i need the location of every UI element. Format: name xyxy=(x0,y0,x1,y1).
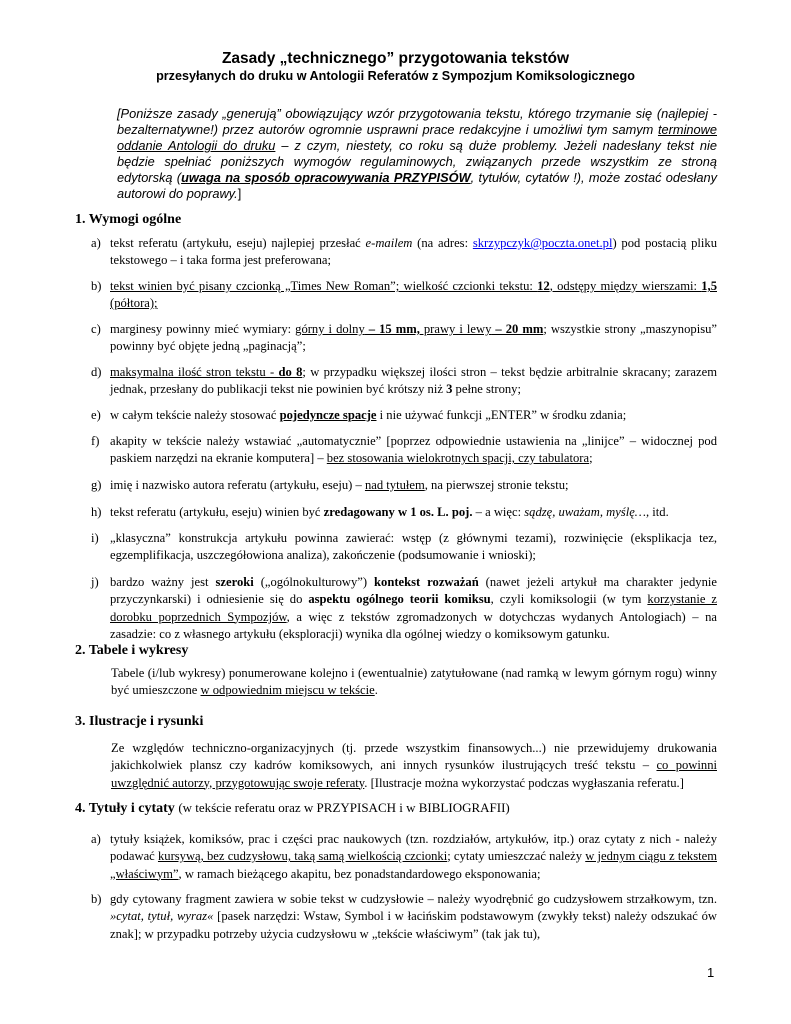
intro-emphasis-footnotes: uwaga na sposób opracowywania PRZYPISÓW xyxy=(181,170,471,186)
list-item-c xyxy=(75,321,717,356)
section-heading-2: 2. Tabele i wykresy xyxy=(75,643,189,658)
intro-underlined-1: terminowe oddanie Antologii do druku xyxy=(117,122,717,154)
item-text-underlined: prawy i lewy xyxy=(419,322,492,336)
item-text-bold: 3 xyxy=(446,382,453,397)
section-heading-1: 1. Wymogi ogólne xyxy=(75,212,182,227)
intro-bracket-end: ] xyxy=(237,186,242,202)
item-text: (nawet jeżeli artykuł ma charakter jedynie przyczynkarski) i odniesienie się do xyxy=(110,575,717,607)
item-text-bold: szeroki xyxy=(215,575,254,589)
document-subtitle: przesyłanych do druku w Antologii Referatów z Sympozjum Komiksologicznego xyxy=(156,69,635,83)
item-text: imię i nazwisko autora referatu (artykułu, eseju) – xyxy=(110,478,365,492)
item-text: tekst referatu (artykułu, eseju) najlepiej przesłać xyxy=(110,236,366,250)
item-text-italic: e-mailem xyxy=(365,236,413,250)
para-text: Tabele (i/lub wykresy) ponumerowane kolejno i (ewentualnie) zatytułowane (nad ramką w lewym górnym rogu) winny być umieszczone xyxy=(111,666,717,698)
section-heading-4-subtitle: (w tekście referatu oraz w PRZYPISACH i w BIBLIOGRAFII) xyxy=(178,800,510,815)
titles-list-item-b xyxy=(75,891,717,943)
list-item-b xyxy=(75,278,717,313)
list-item-g xyxy=(75,477,717,494)
item-text-bold: – 15 mm, xyxy=(364,322,420,336)
item-text-bold: pojedyncze spacje xyxy=(279,408,377,422)
item-text-underlined: bez stosowania wielokrotnych spacji, czy tabulatora xyxy=(326,451,590,466)
list-item-label: a) xyxy=(91,236,101,250)
item-text: tekst winien być pisany czcionką „Times New Roman”; wielkość czcionki tekstu: xyxy=(110,279,538,293)
list-item-label: j) xyxy=(91,575,99,589)
item-text-underlined: w jednym ciągu z tekstem „właściwym” xyxy=(110,849,717,881)
para-text: . [Ilustracje można wykorzystać podczas wygłaszania referatu.] xyxy=(364,775,684,790)
list-item-label: h) xyxy=(91,505,102,519)
item-text: , odstępy między wierszami: xyxy=(549,279,702,293)
item-text: marginesy powinny mieć wymiary: xyxy=(110,322,296,336)
section-heading-4-title: 4. Tytuły i cytaty xyxy=(75,801,175,816)
list-item-label: a) xyxy=(91,832,101,846)
item-text-underlined: górny i dolny xyxy=(295,322,365,336)
list-item-label: d) xyxy=(91,365,102,379)
para-text: Ze względów techniczno-organizacyjnych (tj. przede wszystkim finansowych...) nie przewidujemy drukowania jakichkolwiek plansz czy kadrów komiksowych, ani innych rysunków ilustrujących treść tekstu – xyxy=(111,741,717,773)
item-text-bold: aspektu ogólnego teorii komiksu xyxy=(308,592,491,607)
item-text-underlined: nad tytułem xyxy=(364,478,425,492)
list-item-e xyxy=(75,407,717,424)
list-item-label: c) xyxy=(91,322,101,336)
tables-paragraph xyxy=(91,665,717,700)
list-item-h xyxy=(75,504,717,521)
section-heading-4 xyxy=(75,800,510,817)
para-text-underlined: w odpowiednim miejscu w tekście xyxy=(200,683,375,698)
item-text: itd. xyxy=(649,505,669,519)
item-text: tekst referatu (artykułu, eseju) winien być xyxy=(110,505,324,519)
illustrations-paragraph xyxy=(91,740,717,792)
document-title: Zasady „technicznego” przygotowania tekstów xyxy=(221,50,570,67)
item-text: , w ramach bieżącego akapitu, bez ponadstandardowego eksponowania; xyxy=(178,866,541,881)
item-text: i nie używać funkcji „ENTER” w środku zdania; xyxy=(376,408,627,422)
intro-text-3: , tytułów, cytatów !), może zostać odesłany autorowi do poprawy. xyxy=(117,170,718,202)
intro-text-1: [Poniższe zasady „generują” obowiązujący wzór przygotowania tekstu, którego trzymanie się (najlepiej - bezalternatywne!) przez autorów ogromnie usprawni prace redakcyjne i umożliwi tym samym xyxy=(117,106,717,138)
item-text: (półtora); xyxy=(110,296,158,311)
item-text: akapity w tekście należy wstawiać „automatycznie” [poprzez odpowiednie ustawienia na „linijce” – widocznej pod paskiem narzędzi na ekranie komputera] – xyxy=(110,434,717,466)
list-item-label: b) xyxy=(91,892,102,906)
item-text: ; cytaty umieszczać należy xyxy=(447,849,586,864)
intro-text-2: – z czym, niestety, co roku są duże problemy. Jeżeli nadesłany tekst nie będzie spełniać poniższych wymogów regulaminowych, związanych przede wszystkim ze stroną edytorską ( xyxy=(117,138,717,186)
item-text-underlined: korzystanie z dorobku poprzednich Sympozjów xyxy=(110,592,717,624)
list-item-label: f) xyxy=(91,434,100,448)
item-text-italic: sądzę, uważam, myślę…, xyxy=(524,505,650,519)
list-item-label: b) xyxy=(91,279,102,293)
item-text: pełne strony; xyxy=(452,382,521,397)
section-heading-3: 3. Ilustracje i rysunki xyxy=(75,714,204,729)
item-text: , czyli komiksologii (w tym xyxy=(490,592,648,607)
list-item-d xyxy=(75,364,717,399)
intro-paragraph xyxy=(75,106,717,203)
item-text: – a więc: xyxy=(472,505,525,519)
item-text: „klasyczna” konstrukcja artykułu powinna zawierać: wstęp (z głównymi tezami), rozwinięcie (eksplikacja tez, egzemplifikacja, uszczegółowiona analiza), zakończenie (podsumowanie i wnioski); xyxy=(110,531,717,563)
item-text: w całym tekście należy stosować xyxy=(110,408,280,422)
item-text: ; wszystkie strony „maszynopisu” powinny być objęte jedną „paginacją”; xyxy=(110,322,717,354)
item-text-underlined: maksymalna ilość stron tekstu - xyxy=(110,365,279,379)
item-text: ; w przypadku większej ilości stron – tekst będzie arbitralnie skracany; zarazem jednak, przesłany do publikacji tekst nie powinien być krótszy niż xyxy=(110,365,717,397)
item-text: , a więc z tekstów zgromadzonych w dotychczas wydanych Antologiach) – na zasadzie: co z własnego artykułu (eksploracji) wynika dla ogólnej wiedzy o komiksowym gatunku. xyxy=(110,609,718,641)
list-item-j xyxy=(75,574,717,643)
para-text-underlined: co powinni uwzględnić autorzy, przygotowując swoje referaty xyxy=(111,758,717,790)
item-text: bardzo ważny jest xyxy=(110,575,216,589)
list-item-i xyxy=(75,530,717,565)
item-text: ; xyxy=(589,451,593,466)
item-text-bold: zredagowany w 1 os. L. poj. xyxy=(323,505,473,519)
item-text-bold: – 20 mm xyxy=(491,322,544,336)
list-item-label: e) xyxy=(91,408,101,422)
item-text: („ogólnokulturowy”) xyxy=(253,575,375,589)
item-text: (na adres: xyxy=(412,236,473,250)
item-text: [pasek narzędzi: Wstaw, Symbol i w łacińskim podstawowym (zwykły tekst) należy odszukać ów znak]; w przypadku potrzeby użycia cudzysłowu w „tekście właściwym” (tak jak tu), xyxy=(110,909,717,941)
item-text-bold: 1,5 xyxy=(701,279,717,293)
list-item-label: i) xyxy=(91,531,99,545)
item-text: gdy cytowany fragment zawiera w sobie tekst w cudzysłowie – należy wyodrębnić go cudzysłowem strzałkowym, tzn. xyxy=(110,892,717,906)
page-number: 1 xyxy=(707,965,715,980)
item-text: ) pod postacią pliku tekstowego – i taka forma jest preferowana; xyxy=(110,236,717,268)
para-text: . xyxy=(374,683,378,698)
email-link[interactable]: skrzypczyk@poczta.onet.pl xyxy=(472,236,613,250)
item-text-bold: do 8 xyxy=(278,365,303,379)
titles-list-item-a xyxy=(75,831,717,883)
item-text: , na pierwszej stronie tekstu; xyxy=(424,478,569,492)
item-text-bold: kontekst rozważań xyxy=(374,575,479,589)
item-text-underlined: kursywą, bez cudzysłowu, taką samą wielkością czcionki xyxy=(157,849,448,864)
item-text: tytuły książek, komiksów, prac i części prac naukowych (tzn. rozdziałów, artykułów, itp.) oraz cytaty z nich - należy podawać xyxy=(110,832,717,864)
item-text-underlined xyxy=(110,279,717,310)
list-item-label: g) xyxy=(91,478,102,492)
item-text-italic: »cytat, tytuł, wyraz« xyxy=(110,909,214,924)
item-text-bold: 12 xyxy=(537,279,550,293)
list-item-a xyxy=(75,235,717,270)
list-item-f xyxy=(75,433,717,468)
